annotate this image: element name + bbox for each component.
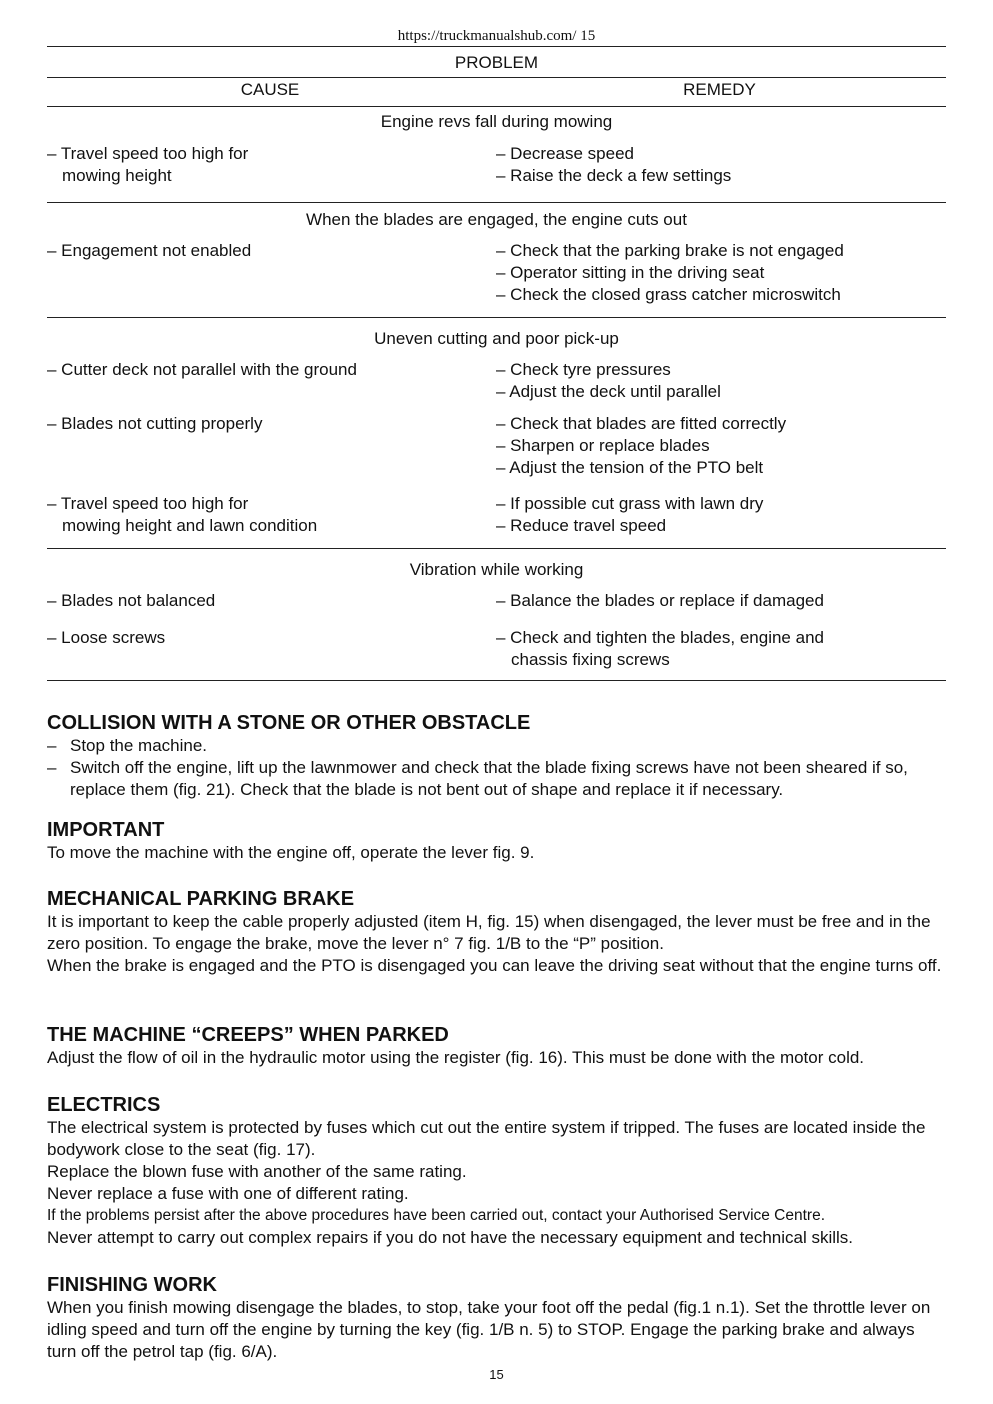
remedy-line: – Check tyre pressures (496, 360, 671, 379)
remedy-line: – Check that the parking brake is not engaged (496, 241, 844, 260)
remedy-line: – Reduce travel speed (496, 516, 667, 535)
list-item-text: Stop the machine. (70, 736, 208, 755)
paragraph: Replace the blown fuse with another of the same rating. (47, 1162, 467, 1181)
paragraph: The electrical system is protected by fuses which cut out the entire system if tripped. The fuses are located inside the bodywork close to the seat (fig. 17). (47, 1118, 926, 1159)
dash-icon: – (47, 758, 57, 777)
list-item (47, 757, 946, 801)
remedy-line: – Decrease speed (496, 144, 634, 163)
remedy-line: – Adjust the tension of the PTO belt (496, 458, 764, 477)
remedy-line: – Raise the deck a few settings (496, 166, 732, 185)
cause-line: – Blades not cutting properly (47, 414, 263, 433)
divider (47, 106, 946, 107)
divider (47, 46, 946, 47)
section-title: MECHANICAL PARKING BRAKE (47, 888, 355, 910)
remedy-line: – Adjust the deck until parallel (496, 382, 721, 401)
cause-line: mowing height and lawn condition (62, 516, 318, 535)
remedy-line: – Sharpen or replace blades (496, 436, 710, 455)
divider (47, 680, 946, 681)
paragraph: To move the machine with the engine off, operate the lever fig. 9. (47, 843, 535, 862)
cause-line: – Loose screws (47, 628, 166, 647)
cause-line: – Engagement not enabled (47, 241, 252, 260)
cause-line: – Blades not balanced (47, 591, 216, 610)
problem-title: Vibration while working (409, 560, 584, 579)
cause-line: mowing height (62, 166, 172, 185)
cause-cell (47, 590, 215, 612)
paragraph: When you finish mowing disengage the blades, to stop, take your foot off the pedal (fig.1 n.1). Set the throttle lever on idling speed and turn off the engine by turning the key (fig. 1/B n. 5) to STOP. Engage the parking brake and always turn off the petrol tap (fig. 6/A). (47, 1298, 931, 1361)
cause-cell (47, 240, 251, 262)
paragraph: When the brake is engaged and the PTO is disengaged you can leave the driving seat without that the engine turns off. (47, 956, 942, 975)
paragraph: Never attempt to carry out complex repairs if you do not have the necessary equipment and technical skills. (47, 1228, 854, 1247)
divider (47, 317, 946, 318)
header-url: https://truckmanualshub.com/ 15 (397, 28, 596, 44)
electrics-section (47, 1093, 946, 1249)
remedy-cell (496, 143, 731, 187)
divider (47, 202, 946, 203)
remedy-line: – Check the closed grass catcher microswitch (496, 285, 841, 304)
cause-header: CAUSE (240, 80, 300, 99)
remedy-cell (496, 413, 786, 479)
creeps-section (47, 1023, 946, 1069)
paragraph: If the problems persist after the above procedures have been carried out, contact your Authorised Service Centre. (47, 1207, 826, 1224)
cause-cell (47, 627, 165, 649)
remedy-cell (496, 493, 763, 537)
collision-section (47, 711, 946, 801)
cause-cell (47, 359, 357, 381)
cause-line: – Cutter deck not parallel with the ground (47, 360, 357, 379)
dash-icon: – (47, 736, 57, 755)
problem-title: Engine revs fall during mowing (380, 112, 613, 131)
section-title: FINISHING WORK (47, 1274, 217, 1296)
remedy-cell (496, 627, 824, 671)
section-title: ELECTRICS (47, 1094, 161, 1116)
section-title: THE MACHINE “CREEPS” WHEN PARKED (47, 1024, 449, 1046)
remedy-line: – Check that blades are fitted correctly (496, 414, 787, 433)
cause-line: – Travel speed too high for (47, 144, 249, 163)
remedy-cell (496, 359, 721, 403)
cause-line: – Travel speed too high for (47, 494, 249, 513)
important-section (47, 818, 946, 864)
section-title: COLLISION WITH A STONE OR OTHER OBSTACLE (47, 712, 531, 734)
cause-cell (47, 493, 317, 537)
page-number: 15 (489, 1367, 504, 1382)
paragraph: Never replace a fuse with one of different rating. (47, 1184, 409, 1203)
finishing-section (47, 1273, 946, 1363)
list-item (47, 735, 946, 757)
bullet-list (47, 735, 946, 801)
divider (47, 548, 946, 549)
cause-cell (47, 413, 262, 435)
list-item-text: Switch off the engine, lift up the lawnmower and check that the blade fixing screws have not been sheared if so, replace them (fig. 21). Check that the blade is not bent out of shape and replace it if necessary. (70, 758, 908, 799)
remedy-line: – Operator sitting in the driving seat (496, 263, 765, 282)
divider (47, 77, 946, 78)
remedy-line: – Check and tighten the blades, engine and (496, 628, 824, 647)
paragraph: Adjust the flow of oil in the hydraulic motor using the register (fig. 16). This must be done with the motor cold. (47, 1048, 865, 1067)
remedy-cell (496, 590, 824, 612)
remedy-line: chassis fixing screws (511, 650, 670, 669)
cause-cell (47, 143, 248, 187)
paragraph: It is important to keep the cable properly adjusted (item H, fig. 15) when disengaged, the lever must be free and in the zero position. To engage the brake, move the lever n° 7 fig. 1/B to the “P” position. (47, 912, 931, 953)
remedy-cell (496, 240, 844, 306)
remedy-header: REMEDY (683, 80, 756, 99)
section-title: IMPORTANT (47, 819, 165, 841)
parking-brake-section (47, 887, 946, 977)
remedy-line: – If possible cut grass with lawn dry (496, 494, 764, 513)
problem-title: When the blades are engaged, the engine cuts out (306, 210, 687, 229)
problem-header: PROBLEM (454, 53, 539, 72)
remedy-line: – Balance the blades or replace if damaged (496, 591, 824, 610)
problem-title: Uneven cutting and poor pick-up (374, 329, 619, 348)
